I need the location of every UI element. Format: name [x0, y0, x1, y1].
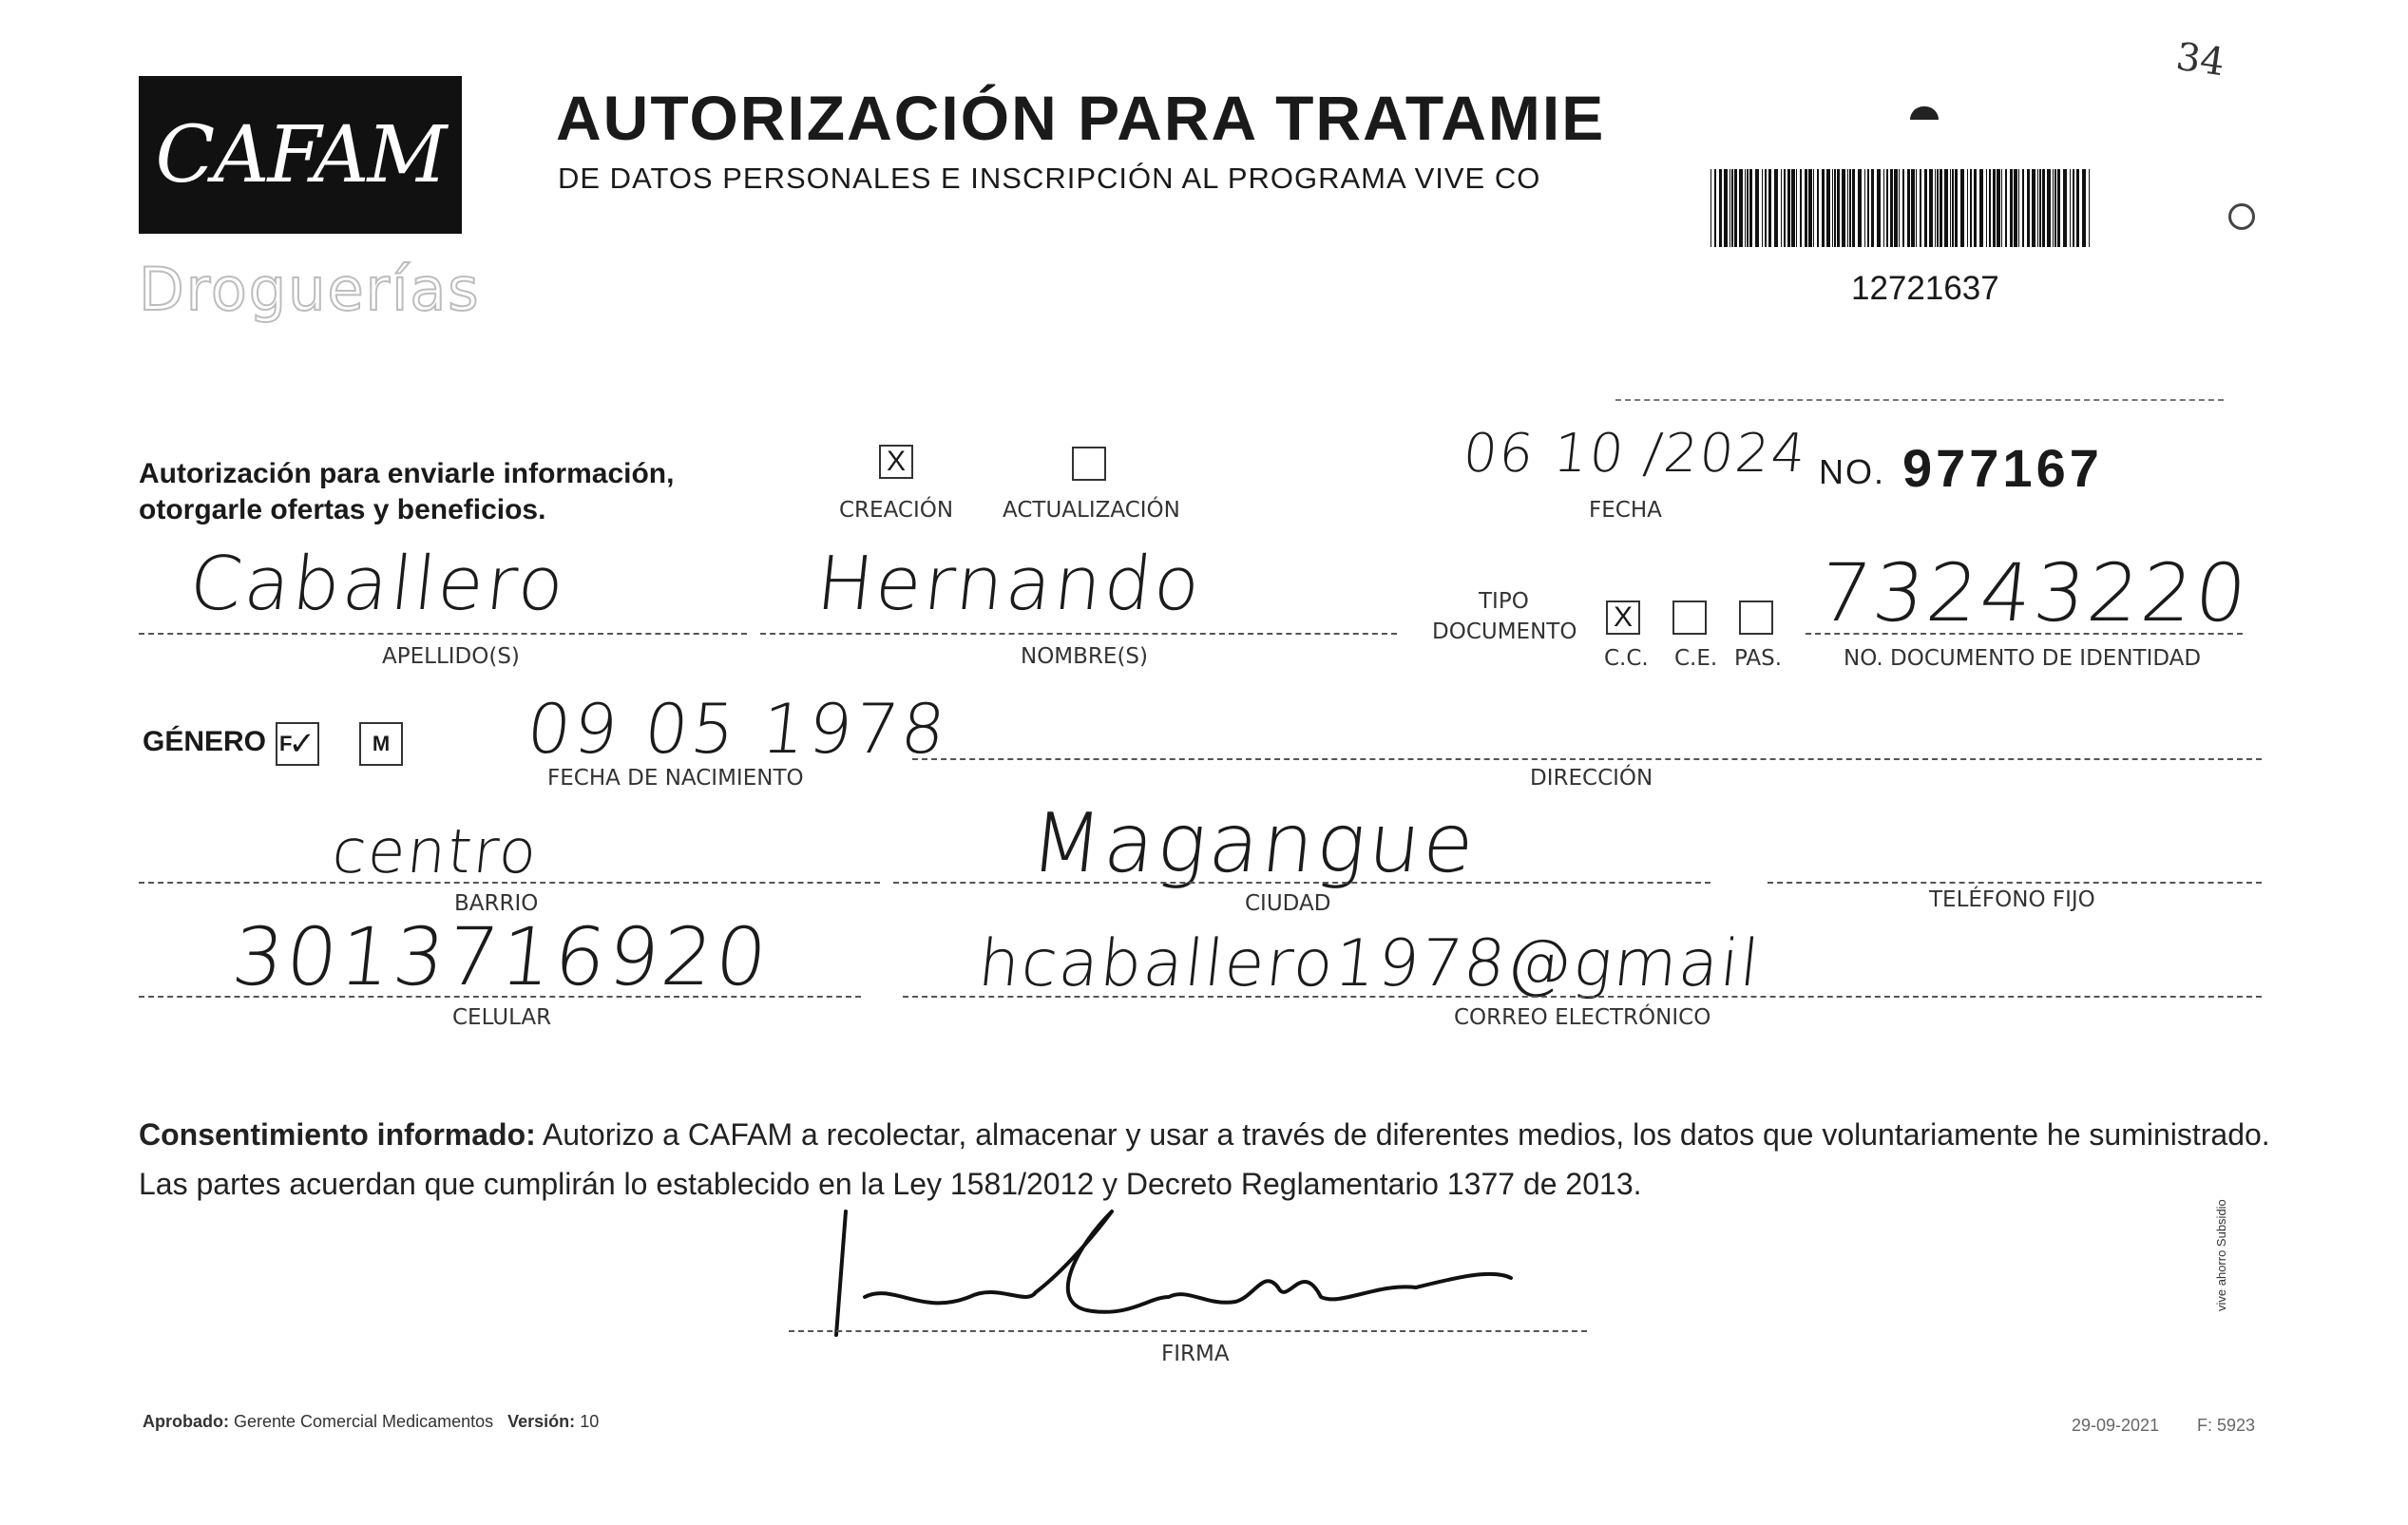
barcode: [1710, 169, 2095, 247]
nacimiento-label: FECHA DE NACIMIENTO: [547, 766, 804, 791]
barcode-bar: [2010, 169, 2013, 247]
cc-mark: X: [1613, 601, 1633, 633]
barcode-bar: [1837, 169, 1840, 247]
barcode-bar: [1871, 169, 1874, 247]
m-label: M: [372, 732, 391, 755]
barcode-bar: [1765, 169, 1767, 247]
barcode-bar: [1813, 169, 1814, 247]
authorization-intro-2: otorgarle ofertas y beneficios.: [139, 494, 546, 525]
consent-line-2: Las partes acuerdan que cumplirán lo establecido en la Ley 1581/2012 y Decreto Reglamentario 1377 de 2013.: [139, 1167, 1642, 1201]
barcode-bar: [2027, 169, 2030, 247]
barcode-bar: [2070, 169, 2071, 247]
barcode-bar: [1902, 169, 1904, 247]
documento-value: 73243220: [1814, 546, 2254, 639]
barcode-bar: [1886, 169, 1888, 247]
documento-line: [1806, 633, 2243, 635]
barcode-bar: [1710, 169, 1711, 247]
barcode-bar: [1911, 169, 1915, 247]
barcode-bar: [2076, 169, 2079, 247]
genero-f-checkbox[interactable]: [276, 722, 319, 766]
barcode-bar: [2018, 169, 2019, 247]
version-value: 10: [580, 1412, 600, 1431]
barcode-bar: [1858, 169, 1862, 247]
barcode-bar: [1787, 169, 1790, 247]
barcode-bar: [1899, 169, 1900, 247]
cafam-logo: [139, 76, 462, 234]
aprobado-label: Aprobado:: [143, 1412, 229, 1431]
barcode-bar: [1986, 169, 1987, 247]
f-mark: ✓: [288, 726, 315, 762]
barcode-bar: [2014, 169, 2017, 247]
consent-paragraph-1: [139, 1110, 2270, 1159]
barcode-bar: [2047, 169, 2051, 247]
form-subtitle: DE DATOS PERSONALES E INSCRIPCIÓN AL PROGRAMA VIVE CO: [558, 162, 1541, 195]
barcode-bar: [2057, 169, 2060, 247]
barcode-bar: [2053, 169, 2054, 247]
barcode-bar: [2073, 169, 2074, 247]
logo-subtext: Droguerías: [139, 255, 481, 324]
pas-label: PAS.: [1734, 646, 1783, 671]
barcode-bar: [1734, 169, 1737, 247]
cc-checkbox[interactable]: [1606, 600, 1640, 635]
barcode-bar: [1796, 169, 1797, 247]
version-label: Versión:: [507, 1412, 576, 1431]
corner-note: 34: [2173, 34, 2227, 86]
barcode-bar: [1755, 169, 1759, 247]
scan-smudge-icon: [1910, 106, 1939, 120]
no-value: 977167: [1902, 438, 2103, 498]
nombre-label: NOMBRE(S): [1021, 644, 1148, 669]
barcode-bar: [1864, 169, 1865, 247]
nombre-line: [760, 633, 1397, 635]
barcode-bar: [1822, 169, 1825, 247]
barcode-bar: [1768, 169, 1771, 247]
authorization-intro-1: Autorización para enviarle información,: [139, 458, 675, 489]
barcode-bar: [1739, 169, 1743, 247]
actualizacion-checkbox[interactable]: [1072, 447, 1106, 481]
form-title: AUTORIZACIÓN PARA TRATAMIE: [556, 83, 1606, 153]
barcode-number: 12721637: [1851, 270, 1999, 307]
barcode-bar: [1867, 169, 1869, 247]
barcode-bar: [1993, 169, 1996, 247]
direccion-line: [912, 758, 2262, 760]
apellido-label: APELLIDO(S): [382, 644, 520, 669]
barcode-bar: [1774, 169, 1778, 247]
barcode-bar: [1724, 169, 1728, 247]
barcode-bar: [1805, 169, 1807, 247]
ciudad-value: Magangue: [1025, 796, 1482, 891]
hole-mark-icon: [2228, 203, 2255, 230]
barcode-bar: [1842, 169, 1845, 247]
documento-label: DOCUMENTO: [1432, 620, 1577, 644]
barcode-bar: [1979, 169, 1983, 247]
barcode-bar: [2022, 169, 2024, 247]
barcode-bar: [1967, 169, 1968, 247]
barcode-bar: [1749, 169, 1752, 247]
actualizacion-label: ACTUALIZACIÓN: [1003, 498, 1180, 523]
celular-value: 3013716920: [227, 910, 774, 1003]
barcode-bar: [2001, 169, 2002, 247]
barcode-bar: [1989, 169, 1991, 247]
genero-label: GÉNERO: [143, 726, 267, 757]
fecha-top-line: [1615, 399, 2224, 401]
barcode-bar: [1970, 169, 1972, 247]
barcode-bar: [2039, 169, 2041, 247]
barcode-bar: [1791, 169, 1795, 247]
barcode-bar: [1719, 169, 1722, 247]
barcode-bar: [1817, 169, 1819, 247]
ce-label: C.E.: [1674, 646, 1718, 671]
barcode-bar: [2037, 169, 2038, 247]
fecha-value: 06 10 /2024: [1460, 423, 1810, 485]
barcode-bar: [1747, 169, 1749, 247]
barcode-bar: [1762, 169, 1763, 247]
nombre-value: Hernando: [812, 542, 1207, 627]
documento-number-label: NO. DOCUMENTO DE IDENTIDAD: [1844, 646, 2202, 671]
celular-line: [139, 996, 861, 998]
barcode-bar: [2054, 169, 2056, 247]
barcode-bar: [2005, 169, 2007, 247]
barrio-label: BARRIO: [454, 891, 539, 916]
barcode-bar: [1826, 169, 1830, 247]
consent-line-1: Autorizo a CAFAM a recolectar, almacenar y usar a través de diferentes medios, los datos que voluntariamente he suministrado.: [535, 1117, 2270, 1152]
consent-bold: Consentimiento informado:: [139, 1117, 536, 1152]
pas-checkbox[interactable]: [1739, 600, 1773, 635]
barcode-bar: [1950, 169, 1951, 247]
barcode-bar: [1894, 169, 1898, 247]
barcode-bar: [1849, 169, 1851, 247]
f-label: F: [279, 732, 293, 755]
barcode-bar: [1800, 169, 1802, 247]
barcode-bar: [2032, 169, 2035, 247]
barcode-bar: [1955, 169, 1958, 247]
telefono-label: TELÉFONO FIJO: [1929, 887, 2095, 912]
barcode-bar: [1745, 169, 1746, 247]
logo-text: CAFAM: [155, 109, 446, 200]
barcode-bar: [2042, 169, 2045, 247]
barcode-bar: [1935, 169, 1936, 247]
barcode-bar: [1883, 169, 1884, 247]
footer-code: F: 5923: [2197, 1416, 2256, 1435]
celular-label: CELULAR: [452, 1005, 552, 1030]
ce-checkbox[interactable]: [1672, 600, 1707, 635]
firma-label: FIRMA: [1161, 1342, 1230, 1366]
barcode-bar: [1781, 169, 1782, 247]
barcode-bar: [1920, 169, 1921, 247]
barcode-bar: [1944, 169, 1948, 247]
barcode-bar: [1916, 169, 1917, 247]
barcode-bar: [1832, 169, 1833, 247]
barrio-value: centro: [329, 817, 543, 887]
barcode-bar: [1929, 169, 1933, 247]
barcode-bar: [2082, 169, 2086, 247]
apellido-value: Caballero: [185, 542, 571, 627]
footer-date: 29-09-2021: [2072, 1416, 2160, 1435]
barcode-bar: [1847, 169, 1848, 247]
barcode-bar: [1940, 169, 1942, 247]
barcode-bar: [1952, 169, 1954, 247]
footer-approved: [143, 1412, 599, 1432]
barcode-bar: [1924, 169, 1927, 247]
barcode-bar: [1877, 169, 1881, 247]
correo-line: [903, 996, 2262, 998]
barrio-line: [139, 882, 880, 884]
apellido-line: [139, 633, 747, 635]
barcode-bar: [1974, 169, 1977, 247]
creacion-mark: X: [886, 446, 906, 477]
no-label: NO.: [1819, 452, 1886, 491]
tipo-label: TIPO: [1479, 589, 1529, 614]
correo-label: CORREO ELECTRÓNICO: [1454, 1005, 1711, 1030]
telefono-line: [1768, 882, 2262, 884]
aprobado-value: Gerente Comercial Medicamentos: [234, 1412, 494, 1431]
barcode-bar: [1907, 169, 1910, 247]
barcode-bar: [1808, 169, 1812, 247]
correo-value: hcaballero1978@gmail: [974, 926, 1765, 1001]
cc-label: C.C.: [1604, 646, 1649, 671]
barcode-bar: [2063, 169, 2067, 247]
creacion-label: CREACIÓN: [839, 498, 954, 523]
barcode-bar: [1784, 169, 1786, 247]
barcode-bar: [1731, 169, 1733, 247]
direccion-label: DIRECCIÓN: [1530, 766, 1653, 791]
barcode-bar: [2089, 169, 2090, 247]
barcode-bar: [1714, 169, 1716, 247]
barcode-bar: [1852, 169, 1855, 247]
ciudad-label: CIUDAD: [1245, 891, 1331, 916]
firma-line: [789, 1330, 1587, 1332]
barcode-bar: [1890, 169, 1893, 247]
barcode-bar: [1997, 169, 2000, 247]
signature-drawing: [808, 1192, 1549, 1363]
ciudad-line: [893, 882, 1710, 884]
genero-m-checkbox[interactable]: [359, 722, 403, 766]
fecha-label: FECHA: [1589, 498, 1662, 523]
barcode-bar: [1960, 169, 1964, 247]
barcode-bar: [1834, 169, 1836, 247]
barcode-bar: [1937, 169, 1939, 247]
creacion-checkbox[interactable]: [879, 445, 913, 479]
nacimiento-value: 09 05 1978: [523, 689, 952, 769]
side-text: vive ahorro Subsidio: [2214, 1199, 2228, 1311]
